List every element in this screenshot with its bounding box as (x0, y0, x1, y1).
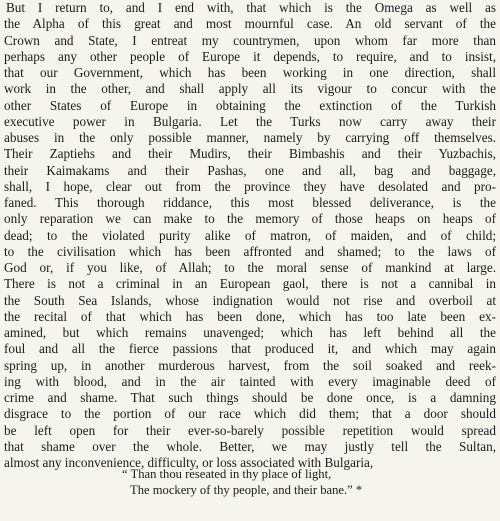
text-line: Crown and State, I entreat my countrymen, upon whom far more than (4, 32, 496, 48)
text-line: shall, I hope, clear out from the province they have desolated and pro- (4, 178, 496, 194)
text-line: disgrace to the portion of our race which did them; that a door should (4, 406, 496, 422)
verse-line: The mockery of thy people, and their bane.” * (130, 483, 363, 497)
text-line: work in the other, and shall apply all its vigour to concur with the (4, 81, 496, 97)
text-line: executive power in Bulgaria. Let the Turks now carry away their (4, 113, 496, 129)
text-line: spring up, in another murderous harvest, from the soil soaked and reek- (4, 357, 496, 373)
text-line: be left open for their ever-so-barely possible repetition would spread (4, 422, 496, 438)
text-line: faned. This thorough riddance, this most blessed deliverance, is the (4, 195, 496, 210)
text-line: amined, but which remains unavenged; which has left behind all the (4, 325, 496, 340)
text-line: abuses in the only possible manner, namely by carrying off themselves. (4, 130, 496, 145)
text-line: perhaps any other people of Europe it depends, to require, and to insist, (4, 48, 496, 64)
text-line: the Alpha of this great and most mournful case. An old servant of the (4, 16, 496, 32)
text-line: There is not a criminal in an European gaol, there is not a cannibal in (4, 276, 496, 292)
paragraph (4, 0, 496, 471)
text-line: But I return to, and I end with, that which is the Omega as well as (6, 0, 496, 15)
text-line: foul and all the fierce passions that produced it, and which may again (4, 341, 496, 357)
verse-quote (122, 466, 482, 498)
text-line: crime and shame. That such things should be done once, is a damning (4, 390, 496, 405)
text-line: almost any inconvenience, difficulty, or loss associated with Bulgaria, (4, 455, 374, 470)
text-line: Their Zaptiehs and their Mudirs, their Bimbashis and their Yuzbachis, (4, 146, 496, 162)
text-line: the South Sea Islands, whose indignation would not rise and overboil at (4, 292, 496, 308)
text-line: God or, if you like, of Allah; to the moral sense of mankind at large. (4, 260, 496, 275)
text-line: their Kaimakams and their Pashas, one and all, bag and baggage, (4, 162, 496, 178)
verse-line: “ Than thou reseated in thy place of light, (122, 467, 332, 481)
text-line: only reparation we can make to the memory of those heaps on heaps of (4, 211, 496, 227)
text-line: that shame over the whole. Better, we may justly tell the Sultan, (4, 438, 496, 454)
text-line: that our Government, which has been working in one direction, shall (4, 65, 496, 80)
text-line: other States of Europe in obtaining the extinction of the Turkish (4, 97, 496, 113)
text-line: ing with blood, and in the air tainted with every imaginable deed of (4, 373, 496, 389)
text-line: to the civilisation which has been affronted and shamed; to the laws of (4, 243, 496, 259)
text-line: the recital of that which has been done, which has too late been ex- (4, 308, 496, 324)
text-line: dead; to the violated purity alike of matron, of maiden, and of child; (4, 227, 496, 243)
